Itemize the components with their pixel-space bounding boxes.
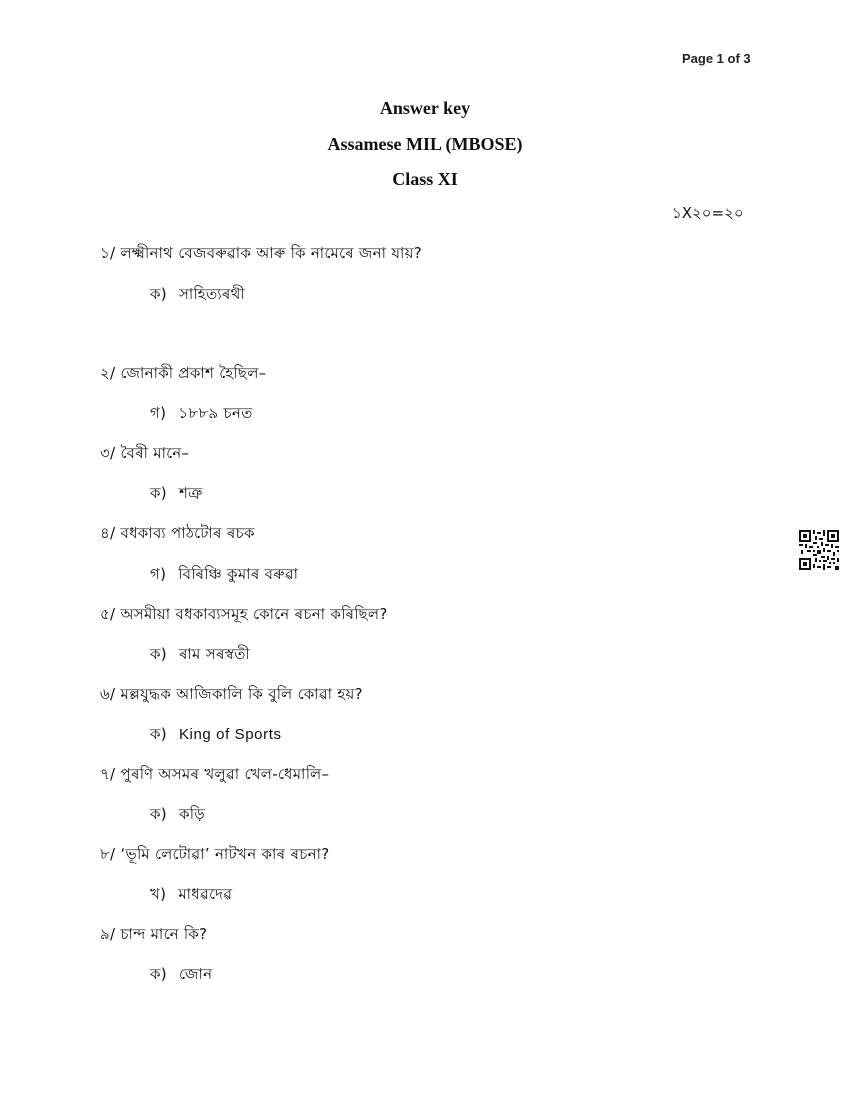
answer-line bbox=[150, 283, 245, 308]
question-text: ৯/ চান্দ মানে কি? bbox=[100, 925, 208, 943]
answer-line bbox=[150, 563, 298, 588]
answer-option: ক) bbox=[150, 965, 167, 983]
answer-option: গ) bbox=[150, 565, 167, 583]
document-title: Answer key bbox=[379, 98, 471, 118]
answer-text: সাহিত্যৰথী bbox=[178, 285, 245, 303]
question-text: ৫/ অসমীয়া বধকাব্যসমূহ কোনে ৰচনা কৰিছিল? bbox=[100, 605, 388, 623]
answer-line bbox=[150, 482, 203, 507]
answer-line bbox=[150, 402, 253, 427]
question-text: ৬/ মল্লযুদ্ধক আজিকালি কি বুলি কোৱা হয়? bbox=[100, 685, 363, 703]
question-text: ৪/ বধকাব্য পাঠটোৰ ৰচক bbox=[100, 524, 255, 542]
answer-option: ক) bbox=[150, 645, 167, 663]
answer-text: King of Sports bbox=[178, 726, 282, 743]
question-text: ৭/ পুৰণি অসমৰ খলুৱা খেল-ধেমালি– bbox=[100, 765, 330, 783]
subject-heading: Assamese MIL (MBOSE) bbox=[327, 134, 523, 154]
answer-option: খ) bbox=[150, 885, 167, 903]
class-heading: Class XI bbox=[392, 169, 458, 189]
question-text: ৮/ ‘ভূমি লেটোৱা’ নাটখন কাৰ ৰচনা? bbox=[100, 845, 330, 863]
question-text: ১/ লক্ষ্মীনাথ বেজবৰুৱাক আৰু কি নামেৰে জনা যায়? bbox=[100, 244, 423, 262]
marks-allocation: ১X২০=২০ bbox=[672, 204, 744, 222]
answer-line bbox=[150, 723, 282, 748]
answer-text: মাধৱদেৱ bbox=[178, 885, 233, 903]
answer-text: ৰাম সৰস্বতী bbox=[178, 645, 250, 663]
answer-line bbox=[150, 643, 250, 668]
question-text: ২/ জোনাকী প্ৰকাশ হৈছিল– bbox=[100, 364, 267, 382]
page-number: Page 1 of 3 bbox=[682, 51, 751, 66]
answer-text: ১৮৮৯ চনত bbox=[178, 404, 253, 422]
answer-text: জোন bbox=[178, 965, 213, 983]
answer-option: গ) bbox=[150, 404, 167, 422]
answer-option: ক) bbox=[150, 484, 167, 502]
answer-line bbox=[150, 803, 205, 828]
answer-line bbox=[150, 883, 232, 908]
qr-code-icon bbox=[799, 530, 839, 570]
answer-text: শত্ৰু bbox=[178, 484, 203, 502]
answer-text: কড়ি bbox=[178, 805, 206, 823]
answer-line bbox=[150, 963, 212, 988]
answer-option: ক) bbox=[150, 805, 167, 823]
answer-option: ক) bbox=[150, 285, 167, 303]
answer-option: ক) bbox=[150, 725, 167, 743]
answer-text: বিৰিঞ্চি কুমাৰ বৰুৱা bbox=[178, 565, 299, 583]
question-text: ৩/ বৈৰী মানে– bbox=[100, 444, 190, 462]
